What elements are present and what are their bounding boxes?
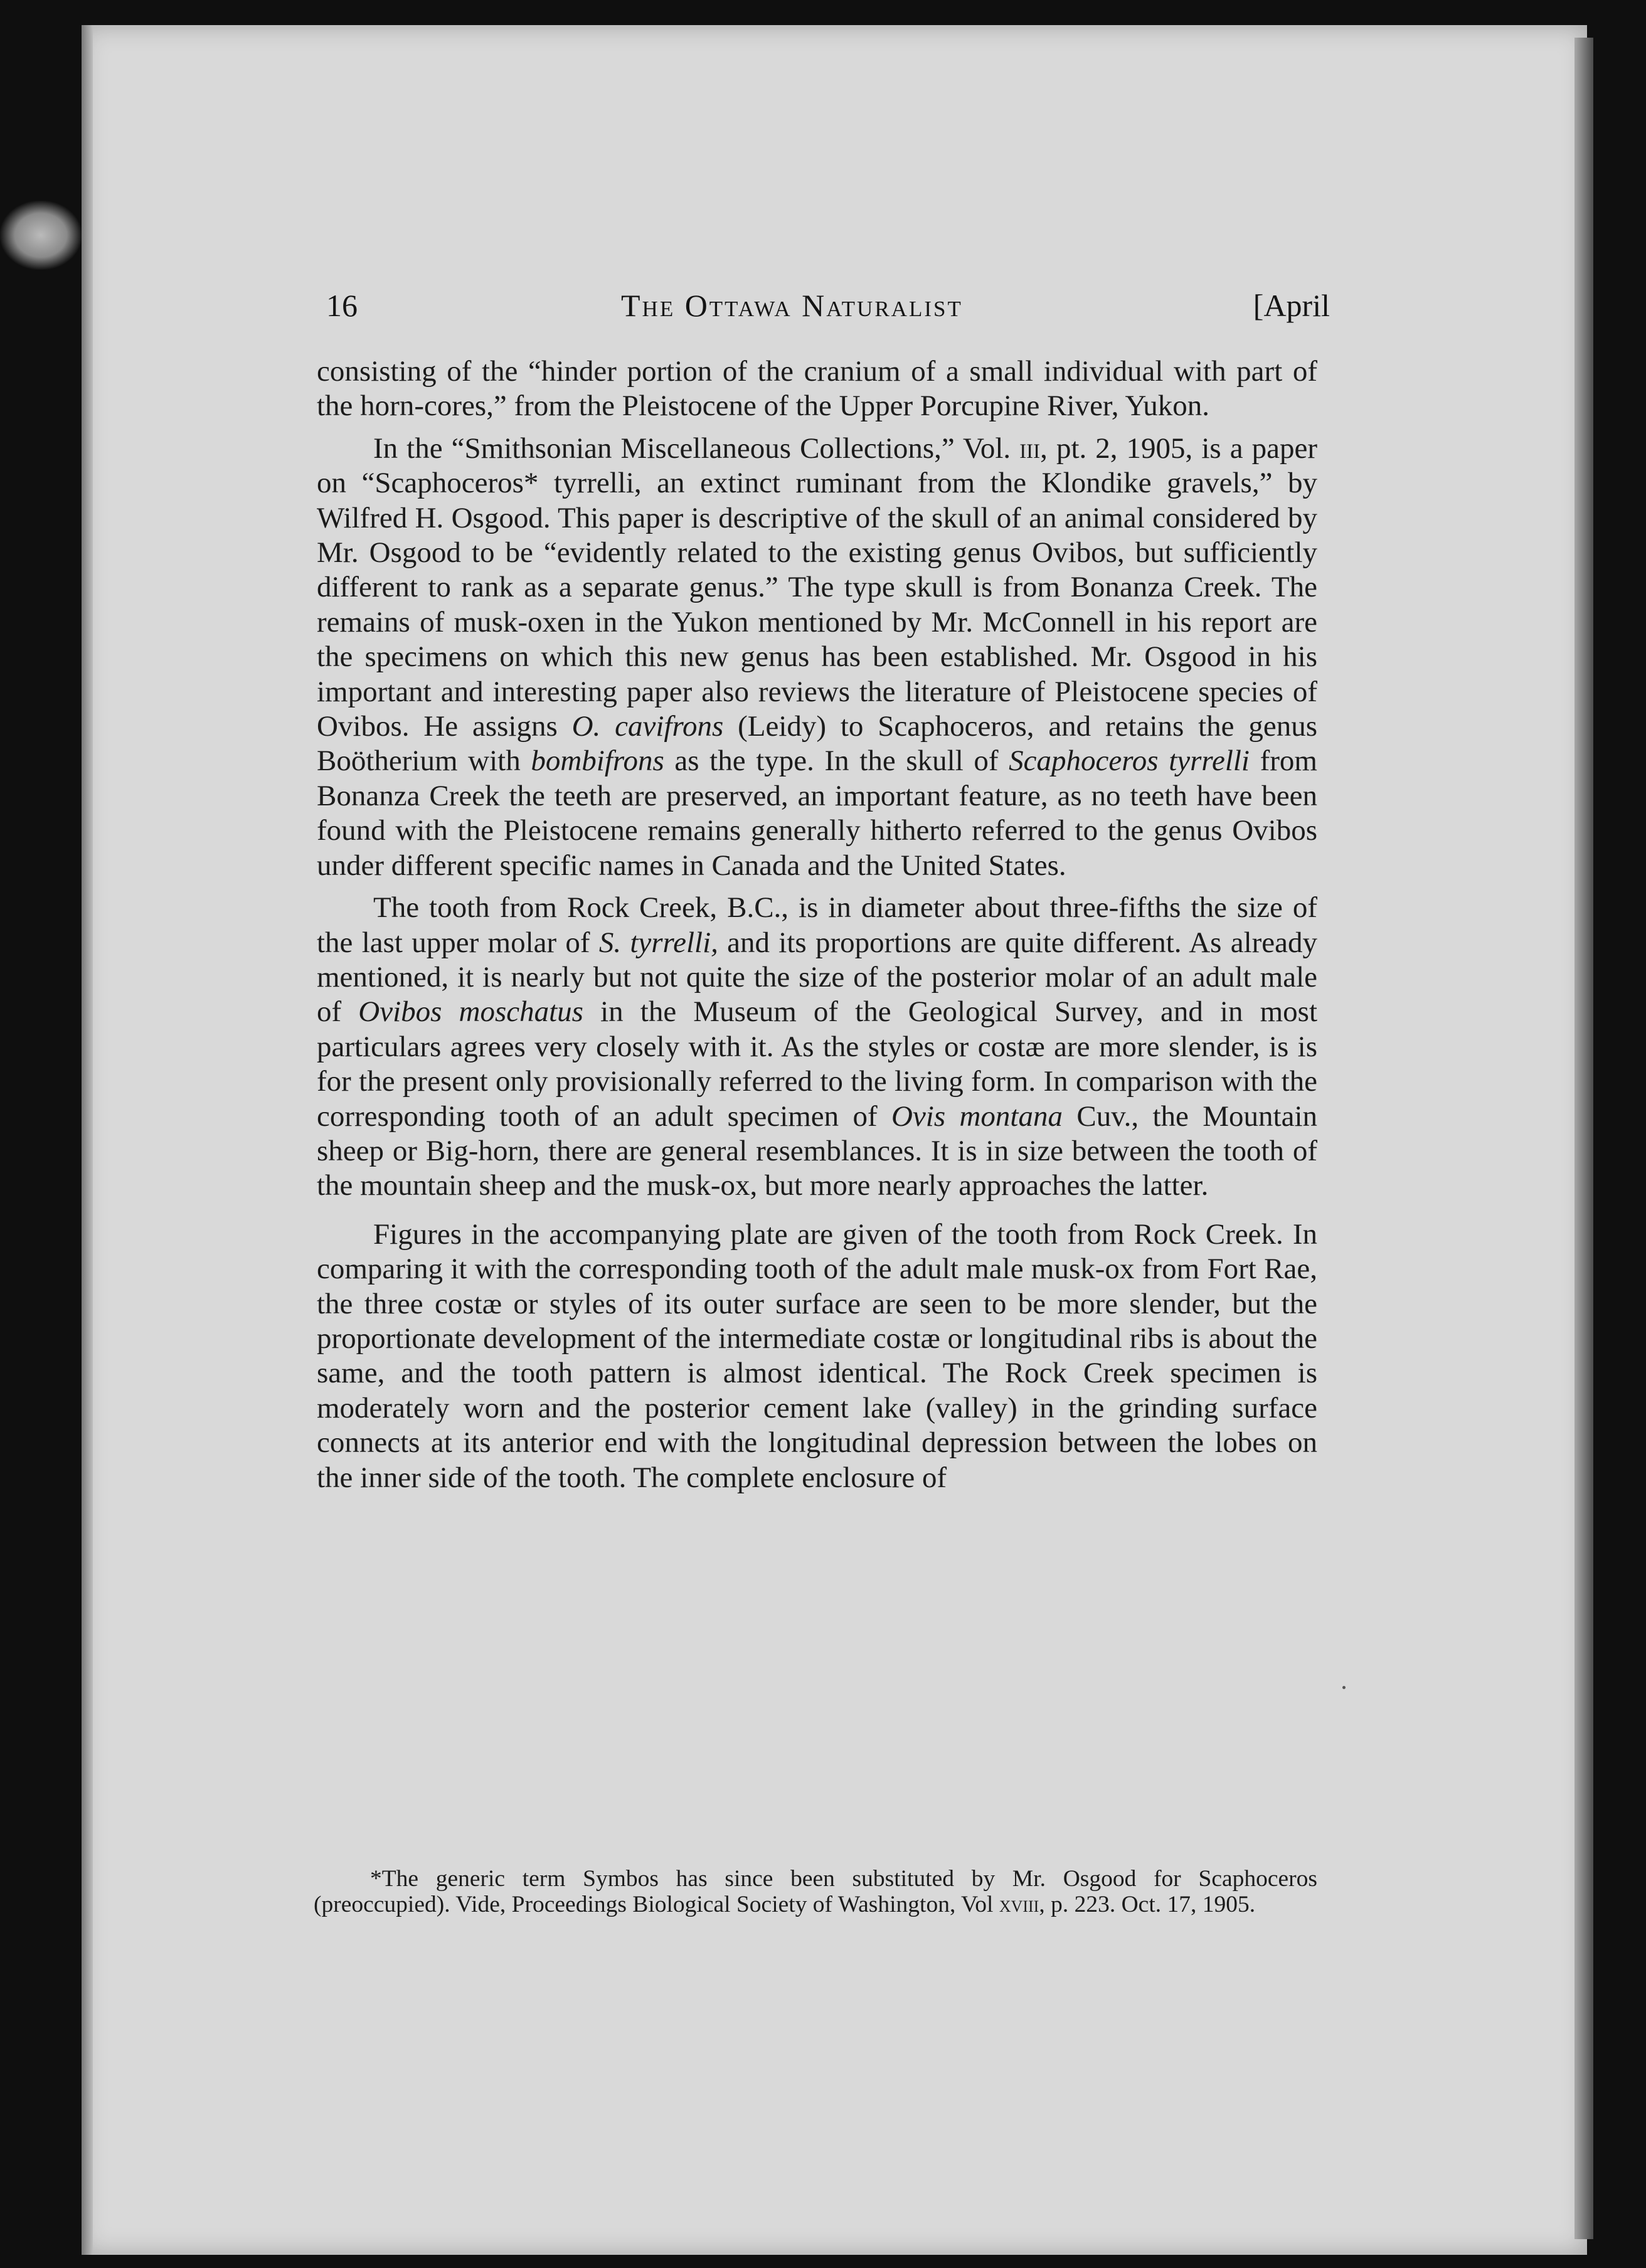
- issue-month: [April: [1253, 288, 1330, 323]
- species-name-tyrrelli: S. tyrrelli,: [598, 926, 718, 959]
- footnote-volume: xviii: [999, 1892, 1039, 1917]
- paragraph-3-text-g: Cuv., the Mountain sheep or Big-horn, there are general resemblances. It is in size between the tooth of the mountain sheep and the musk-ox, but more nearly approaches the latter.: [317, 1100, 1318, 1202]
- species-name-bombifrons: bombifrons: [531, 745, 664, 778]
- volume-number: iii: [1019, 432, 1041, 465]
- species-name-ovis: Ovis montana: [891, 1100, 1063, 1133]
- paragraph-2-text-g: as the type. In the skull of: [664, 745, 1009, 778]
- scan-artifact: [0, 201, 82, 270]
- paragraph-3-text-c: and its proportions are quite different. As already mentioned, it is nearly but not quite the size of the posterior molar of an adult male of: [317, 926, 1317, 1029]
- paragraph-3: [317, 891, 1317, 1204]
- article-body: [317, 354, 1317, 1495]
- footnote-text-a: *The generic term Symbos has since been substituted by Mr. Osgood for Scaphoceros (preoccupied). Vide, Proceedings Biological Society of Washington, Vol: [314, 1866, 1317, 1917]
- running-header: [326, 287, 1330, 331]
- species-name-cavifrons: O. cavifrons: [571, 710, 724, 743]
- page-left-edge: [82, 25, 93, 2255]
- page-right-edge: [1574, 38, 1593, 2239]
- paragraph-3-text-a: The tooth from Rock Creek, B.C., is in diameter about three-fifths the size of the last upper molar of: [317, 891, 1317, 959]
- paragraph-4: Figures in the accompanying plate are given of the tooth from Rock Creek. In comparing it with the corresponding tooth of the adult male musk-ox from Fort Rae, the three costæ or styles of its outer surface are seen to be more slender, but the proportionate development of the intermediate costæ or longitudinal ribs is about the same, and the tooth pattern is almost identical. The Rock Creek specimen is moderately worn and the posterior cement lake (valley) in the grinding surface connects at its anterior end with the longitudinal depression between the lobes on the inner side of the tooth. The complete enclosure of: [317, 1217, 1317, 1494]
- paragraph-2-text-c: , pt. 2, 1905, is a paper on “Scaphoceros* tyrrelli, an extinct ruminant from the Klondike gravels,” by Wilfred H. Osgood. This paper is descriptive of the skull of an animal considered by Mr. Osgood to be “evidently related to the existing genus Ovibos, but sufficiently different to rank as a separate genus.” The type skull is from Bonanza Creek. The remains of musk-oxen in the Yukon mentioned by Mr. McConnell in his report are the specimens on which this new genus has been established. Mr. Osgood in his important and interesting paper also reviews the literature of Pleistocene species of Ovibos. He assigns: [317, 432, 1317, 743]
- page-number: 16: [326, 288, 358, 323]
- paragraph-2: [317, 432, 1317, 883]
- paragraph-2-text-a: In the “Smithsonian Miscellaneous Collections,” Vol.: [373, 432, 1020, 465]
- paragraph-3-text-e: in the Museum of the Geological Survey, and in most particulars agrees very closely with it. As the styles or costæ are more slender, is is for the present only provisionally referred to the living form. In comparison with the corresponding tooth of an adult specimen of: [317, 995, 1318, 1133]
- footnote-text-c: , p. 223. Oct. 17, 1905.: [1039, 1892, 1256, 1917]
- paragraph-2-text-i: from Bonanza Creek the teeth are preserved, an important feature, as no teeth have been found with the Pleistocene remains generally hitherto referred to the genus Ovibos under different specific names in Canada and the United States.: [317, 745, 1317, 882]
- species-name-scaphoceros: Scaphoceros tyrrelli: [1009, 745, 1250, 778]
- footnote: [314, 1866, 1317, 1917]
- scan-speck: [1342, 1686, 1346, 1689]
- journal-title: The Ottawa Naturalist: [621, 288, 963, 323]
- species-name-moschatus: Ovibos moschatus: [358, 995, 583, 1029]
- paragraph-1: consisting of the “hinder portion of the cranium of a small individual with part of the horn-cores,” from the Pleistocene of the Upper Porcupine River, Yukon.: [317, 355, 1317, 423]
- paragraph-2-text-e: (Leidy) to Scaphoceros, and retains the genus Boötherium with: [317, 710, 1317, 778]
